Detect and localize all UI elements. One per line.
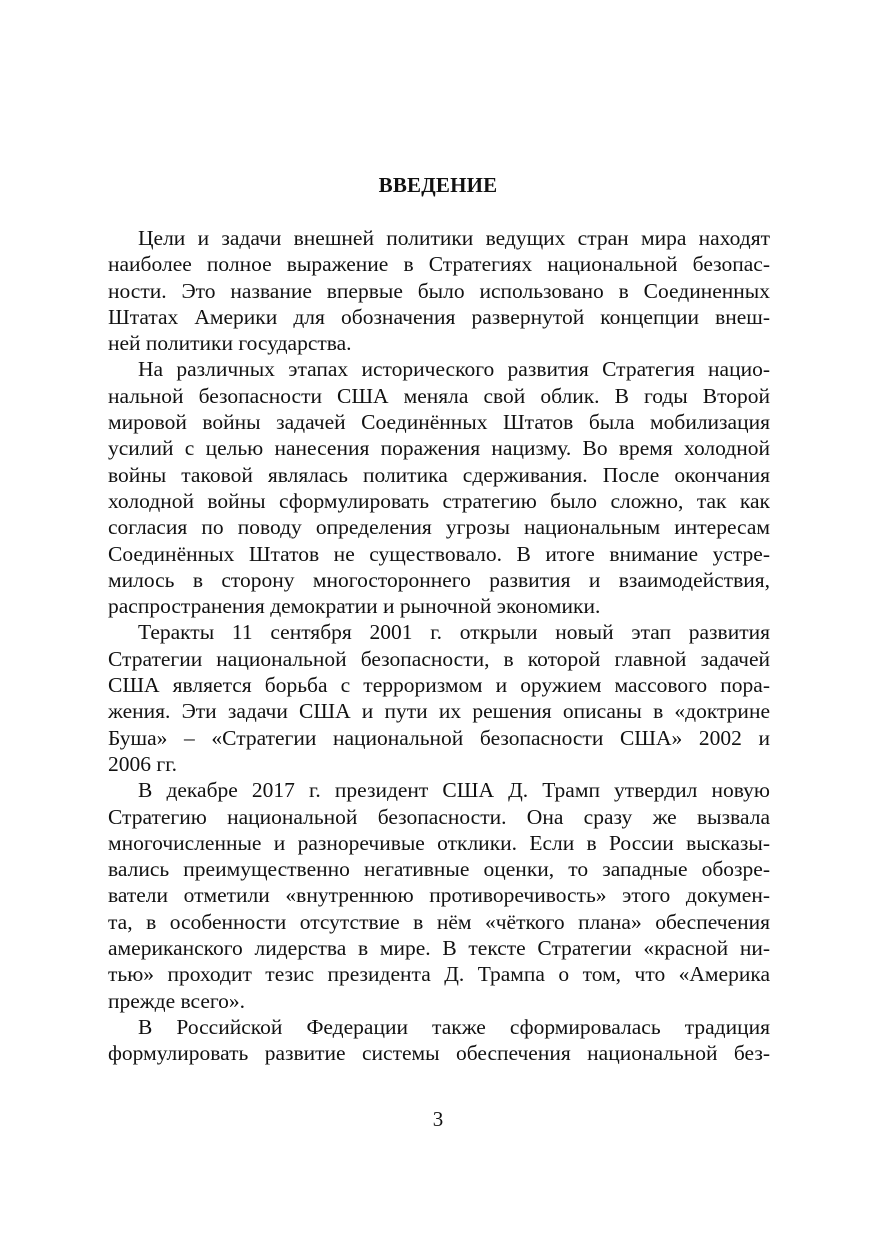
- text-line: ней политики государства.: [108, 331, 352, 356]
- text-line: жения. Эти задачи США и пути их решения описаны в «доктрине: [108, 699, 770, 724]
- body-text: [108, 225, 770, 1067]
- text-line: усилий с целью нанесения поражения нацизму. Во время холодной: [108, 436, 770, 461]
- text-line: милось в сторону многостороннего развития и взаимодействия,: [108, 567, 770, 592]
- text-line: Стратегии национальной безопасности, в которой главной задачей: [108, 646, 770, 671]
- text-line: Цели и задачи внешней политики ведущих стран мира находят: [138, 226, 770, 250]
- section-heading: ВВЕДЕНИЕ: [378, 173, 498, 197]
- text-line: та, в особенности отсутствие в нём «чёткого плана» обеспечения: [108, 909, 770, 934]
- text-line: Теракты 11 сентября 2001 г. открыли новый этап развития: [138, 620, 770, 645]
- text-line: мировой войны задачей Соединённых Штатов была мобилизация: [108, 410, 770, 435]
- text-line: В Российской Федерации также сформировалась традиция: [138, 1014, 770, 1039]
- text-line: наиболее полное выражение в Стратегиях национальной безопас-: [108, 252, 770, 277]
- text-line: формулировать развитие системы обеспечения национальной без-: [108, 1041, 770, 1066]
- text-line: Буша» – «Стратегии национальной безопасности США» 2002 и: [108, 725, 770, 750]
- text-line: многочисленные и разноречивые отклики. Если в России высказы-: [108, 830, 770, 855]
- text-line: прежде всего».: [108, 988, 246, 1013]
- text-line: Стратегию национальной безопасности. Она сразу же вызвала: [108, 804, 770, 829]
- text-line: 2006 гг.: [108, 751, 177, 776]
- text-line: Соединённых Штатов не существовало. В итоге внимание устре-: [108, 541, 770, 566]
- text-line: США является борьба с терроризмом и оружием массового пора-: [108, 673, 770, 698]
- text-line: американского лидерства в мире. В тексте Стратегии «красной ни-: [108, 936, 770, 961]
- text-line: нальной безопасности США меняла свой облик. В годы Второй: [108, 383, 770, 408]
- text-line: холодной войны сформулировать стратегию было сложно, так как: [108, 488, 770, 513]
- text-line: войны таковой являлась политика сдерживания. После окончания: [108, 462, 770, 487]
- text-line: согласия по поводу определения угрозы национальным интересам: [108, 515, 770, 540]
- text-line: На различных этапах исторического развития Стратегия нацио-: [138, 357, 770, 382]
- text-line: ности. Это название впервые было использовано в Соединенных: [108, 278, 770, 303]
- text-line: ватели отметили «внутреннюю противоречивость» этого докумен-: [108, 883, 770, 908]
- text-line: тью» проходит тезис президента Д. Трампа о том, что «Америка: [108, 962, 770, 987]
- text-line: распространения демократии и рыночной экономики.: [108, 594, 601, 619]
- text-line: вались преимущественно негативные оценки, то западные обозре-: [108, 857, 770, 882]
- text-line: В декабре 2017 г. президент США Д. Трамп утвердил новую: [138, 778, 770, 803]
- page-number: 3: [432, 1107, 444, 1131]
- text-line: Штатах Америки для обозначения развернутой концепции внеш-: [108, 304, 770, 329]
